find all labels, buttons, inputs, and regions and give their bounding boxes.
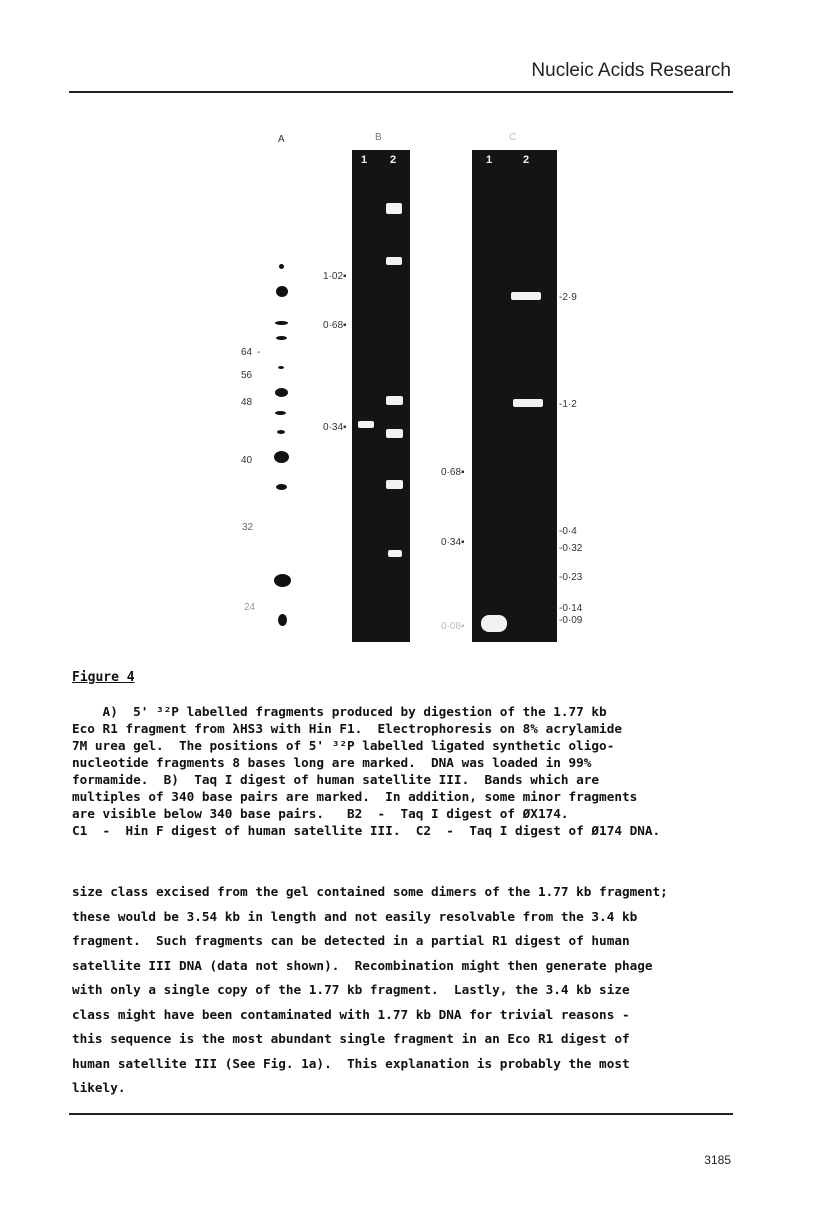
panel-c-right-marker: ‐0·09	[559, 615, 583, 626]
panel-c-right-marker: ‐0·14	[559, 603, 583, 614]
gel-band	[386, 203, 402, 214]
caption-line: formamide. B) Taq I digest of human satellite III. Bands which are	[72, 772, 600, 787]
panel-a-band	[274, 451, 289, 463]
footer-rule	[69, 1113, 733, 1115]
panel-c-marker-text: 0·23	[562, 572, 583, 583]
panel-c-marker-text: 1·2	[562, 399, 577, 410]
body-line: these would be 3.54 kb in length and not easily resolvable from the 3.4 kb	[72, 908, 638, 924]
panel-c-marker-text: 0·34	[441, 537, 462, 548]
panel-b-marker: 0·68▪	[323, 320, 347, 331]
panel-c-left-marker: 0·08▪	[441, 621, 465, 632]
panel-a-marker: 64	[241, 347, 253, 358]
body-line: this sequence is the most abundant single fragment in an Eco R1 digest of	[72, 1031, 630, 1046]
page-number: 3185	[704, 1153, 731, 1167]
figure-caption	[72, 703, 742, 839]
gel-band	[388, 550, 402, 557]
panel-a-band	[275, 388, 288, 397]
panel-c-marker-text: 0·09	[562, 615, 583, 626]
caption-line: C1 - Hin F digest of human satellite III. C2 - Taq I digest of Ø174 DNA.	[72, 823, 661, 838]
panel-c-left-marker: 0·34▪	[441, 537, 465, 548]
panel-a-band	[276, 484, 287, 490]
body-line: size class excised from the gel contained some dimers of the 1.77 kb fragment;	[72, 884, 668, 899]
caption-line: are visible below 340 base pairs. B2 - Taq I digest of ØX174.	[72, 806, 569, 821]
panel-b-marker-text: 1·02	[323, 271, 344, 282]
caption-line: multiples of 340 base pairs are marked. In addition, some minor fragments	[72, 789, 638, 804]
panel-b-marker: 1·02▪	[323, 271, 347, 282]
panel-a-band	[276, 336, 287, 340]
panel-c-right-marker: ‐1·2	[559, 399, 577, 410]
panel-a-label: A	[278, 134, 285, 145]
panel-c-right-marker: ‐0·23	[559, 572, 583, 583]
gel-band	[481, 615, 507, 632]
panel-a-band	[279, 264, 284, 269]
panel-b-marker-text: 0·34	[323, 422, 344, 433]
panel-b-gel	[352, 150, 410, 642]
panel-c-marker-text: 0·08	[441, 621, 462, 632]
panel-c-marker-text: 0·32	[562, 543, 583, 554]
panel-a-band	[276, 286, 288, 297]
panel-a-band	[274, 574, 291, 587]
panel-a-band	[277, 430, 285, 434]
caption-line: 7M urea gel. The positions of 5' ³²P labelled ligated synthetic oligo-	[72, 738, 615, 753]
gel-band	[386, 480, 403, 489]
figure-label: Figure 4	[72, 670, 135, 685]
caption-line: Eco R1 fragment from λHS3 with Hin F1. Electrophoresis on 8% acrylamide	[72, 721, 622, 736]
panel-a-marker: 40	[241, 455, 253, 466]
panel-c-gel	[472, 150, 557, 642]
panel-a-marker: 32	[242, 522, 254, 533]
lane-number: 1	[361, 154, 368, 166]
panel-c-marker-text: 0·68	[441, 467, 462, 478]
panel-a-marker: 48	[241, 397, 253, 408]
panel-a-marker: 24	[244, 602, 256, 613]
panel-a-band	[275, 411, 286, 415]
body-line: human satellite III (See Fig. 1a). This explanation is probably the most	[72, 1055, 630, 1071]
panel-c-marker-text: 0·14	[562, 603, 583, 614]
journal-title: Nucleic Acids Research	[531, 60, 731, 81]
body-line: satellite III DNA (data not shown). Recombination might then generate phage	[72, 957, 653, 973]
panel-b-marker: 0·34▪	[323, 422, 347, 433]
body-line: fragment. Such fragments can be detected in a partial R1 digest of human	[72, 933, 630, 948]
gel-band	[511, 292, 541, 300]
panel-b-label: B	[375, 132, 382, 143]
caption-line: nucleotide fragments 8 bases long are marked. DNA was loaded in 99%	[72, 755, 592, 770]
panel-c-right-marker: ‐0·32	[559, 543, 583, 554]
panel-a-marker: 56	[241, 370, 253, 381]
gel-band	[386, 257, 402, 265]
caption-line: A) 5' ³²P labelled fragments produced by digestion of the 1.77 kb	[72, 704, 607, 719]
panel-a-band	[278, 366, 284, 369]
lane-number: 1	[486, 154, 493, 166]
panel-c-left-marker: 0·68▪	[441, 467, 465, 478]
body-line: likely.	[72, 1080, 126, 1095]
panel-c-label: C	[509, 132, 517, 143]
body-line: with only a single copy of the 1.77 kb fragment. Lastly, the 3.4 kb size	[72, 982, 630, 997]
gel-band	[358, 421, 374, 428]
lane-number: 2	[390, 154, 397, 166]
panel-c-marker-text: 0·4	[562, 526, 577, 537]
panel-c-marker-text: 2·9	[562, 292, 577, 303]
gel-band	[386, 396, 403, 405]
panel-c-right-marker: ‐0·4	[559, 526, 577, 537]
body-paragraph	[72, 880, 742, 1101]
panel-c-right-marker: ‐2·9	[559, 292, 577, 303]
panel-a-band	[278, 614, 287, 626]
gel-band	[386, 429, 403, 438]
panel-a-band	[275, 321, 288, 325]
body-line: class might have been contaminated with 1.77 kb DNA for trivial reasons -	[72, 1006, 630, 1022]
gel-band	[513, 399, 543, 407]
lane-number: 2	[523, 154, 530, 166]
panel-b-marker-text: 0·68	[323, 320, 344, 331]
panel-a-marker: ‐	[257, 347, 261, 358]
